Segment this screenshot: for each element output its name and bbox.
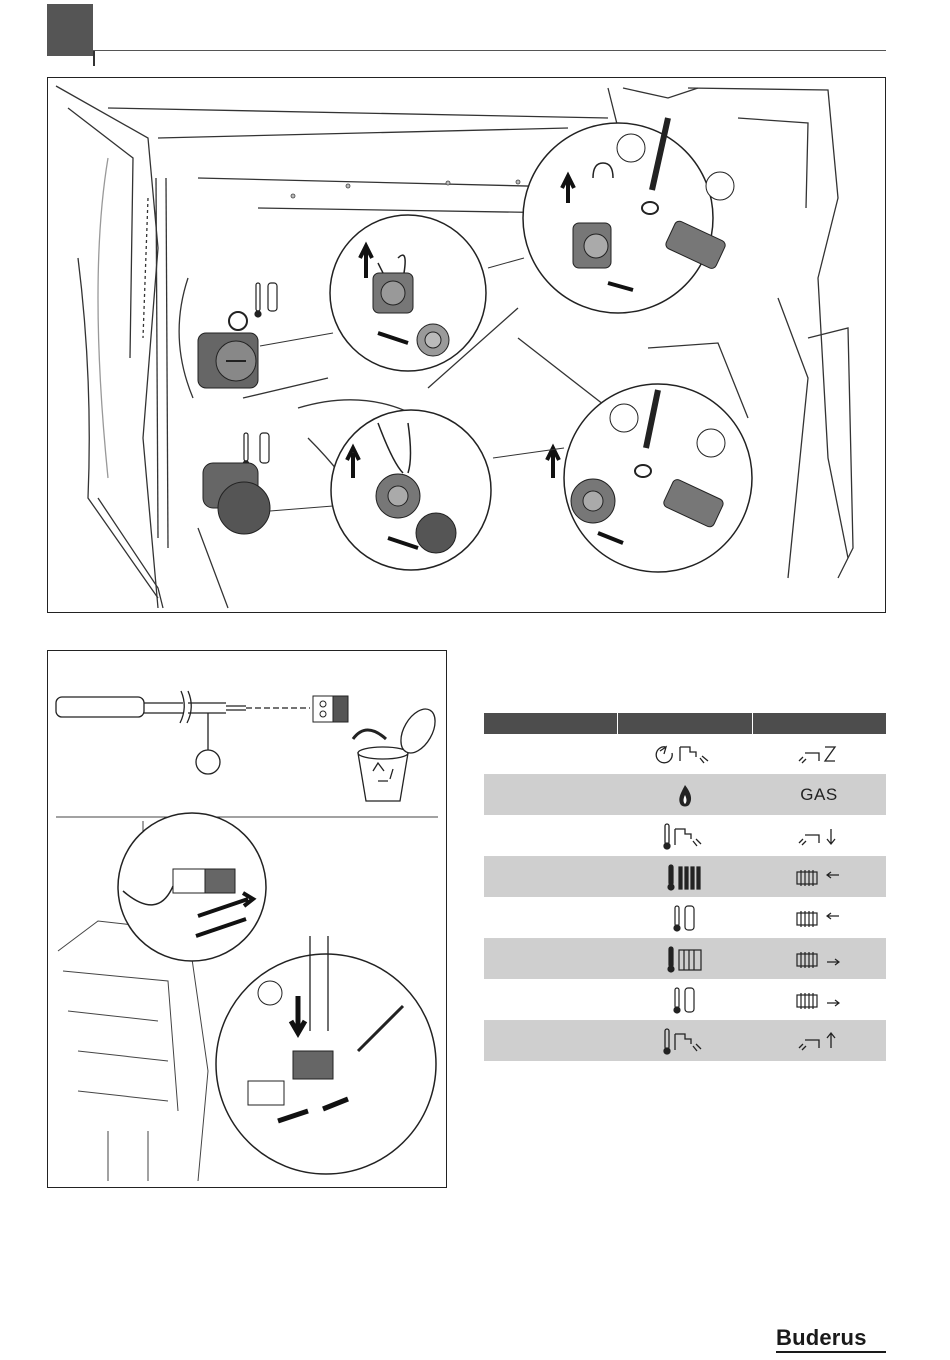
table-header-cell [752, 713, 886, 734]
table-row [484, 939, 886, 980]
cold-water-inlet-icon [789, 1028, 849, 1054]
recycle-bin-icon [353, 703, 442, 801]
appliance-illustration [48, 78, 885, 612]
heating-return-icon [789, 905, 849, 931]
circulation-return-icon [650, 741, 720, 767]
table-cell [484, 816, 617, 857]
table-row [484, 734, 886, 775]
callout-circle [617, 134, 645, 162]
table-row [484, 775, 886, 816]
table-row [484, 816, 886, 857]
detail-connector-fit [216, 936, 436, 1174]
callout-circle [196, 750, 220, 774]
header-tick [93, 50, 95, 66]
heating-fitting [203, 463, 270, 534]
detail-fit-adapter-upper [523, 118, 734, 313]
table-cell [484, 898, 617, 939]
detail-connector-unplug [118, 813, 266, 961]
cylinder-sensor-icon [665, 903, 705, 933]
cylinder-sensor-icon [255, 283, 277, 317]
table-row [484, 980, 886, 1021]
hot-water-thermometer-icon [655, 1026, 715, 1056]
table-cell [484, 1021, 617, 1062]
detail-fit-adapter-lower [547, 384, 752, 572]
callout-circle [610, 404, 638, 432]
figure-sensor-replacement [47, 650, 447, 1188]
terminal-block-icon [313, 696, 348, 722]
heating-flow-icon [789, 987, 849, 1013]
chapter-tab [47, 4, 93, 56]
brand-underline [776, 1351, 886, 1353]
cylinder-sensor-icon [665, 985, 705, 1015]
hot-water-fitting [198, 312, 258, 388]
gas-flame-icon [665, 781, 705, 809]
hot-water-circulation-Z-icon [789, 741, 849, 767]
heating-thermometer-radiator-icon [655, 862, 715, 892]
table-cell [484, 734, 617, 775]
callout-circle [706, 172, 734, 200]
sensor-cable-icon [56, 691, 310, 774]
detail-remove-clip-cap [331, 410, 491, 570]
connection-table [484, 713, 886, 1062]
table-cell [484, 939, 617, 980]
table-header-cell [617, 713, 752, 734]
hot-water-outlet-icon [789, 823, 849, 849]
table-cell [484, 980, 617, 1021]
header-rule [93, 50, 886, 51]
callout-circle [697, 429, 725, 457]
table-cell [484, 775, 617, 816]
table-header-row [484, 713, 886, 734]
sensor-illustration [48, 651, 446, 1187]
heating-flow-icon [789, 946, 849, 972]
figure-connection-adapters [47, 77, 886, 613]
cylinder-sensor-icon [243, 433, 269, 467]
table-row [484, 898, 886, 939]
callout-circle [258, 981, 282, 1005]
table-row [484, 857, 886, 898]
table-header-cell [484, 713, 617, 734]
table-row [484, 1021, 886, 1062]
heating-thermometer-radiator-icon [655, 944, 715, 974]
table-cell [484, 857, 617, 898]
gas-label: GAS [800, 785, 838, 804]
brand-logo: Buderus [776, 1325, 867, 1350]
hot-water-thermometer-icon [655, 821, 715, 851]
detail-remove-clip-plug [330, 215, 486, 371]
heating-return-icon [789, 864, 849, 890]
